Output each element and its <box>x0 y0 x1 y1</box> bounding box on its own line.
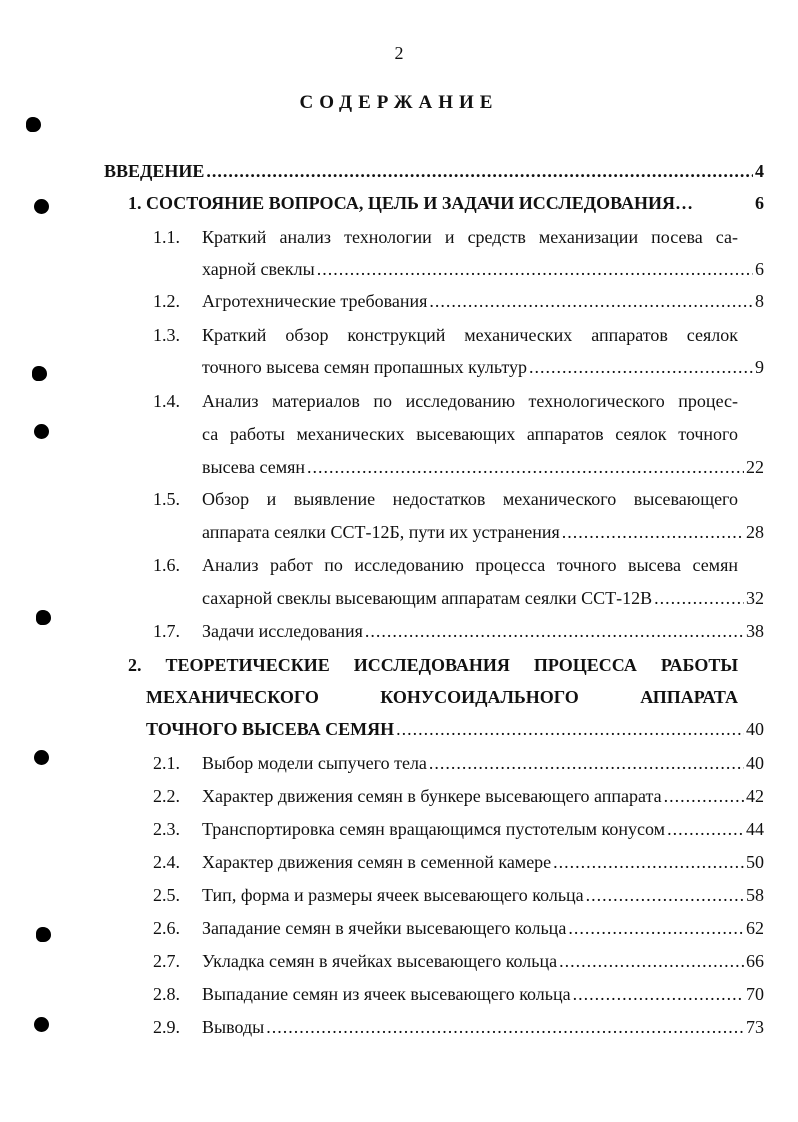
toc-entry-chapter-2-line[interactable]: МЕХАНИЧЕСКОГО КОНУСОИДАЛЬНОГО АППАРАТА <box>146 687 738 707</box>
toc-entry-line[interactable]: Краткий анализ технологии и средств механизации посева са- <box>202 227 738 247</box>
leader-dots <box>568 913 744 943</box>
toc-entry-line[interactable] <box>202 517 764 547</box>
toc-entry-title: Транспортировка семян вращающимся пустотелым конусом <box>202 819 666 839</box>
toc-entry-title: Выпадание семян из ячеек высевающего кольца <box>202 984 571 1004</box>
toc-page-number: 42 <box>746 786 764 806</box>
toc-entry-title: сахарной свеклы высевающим аппаратам сеялки ССТ-12В <box>202 588 653 608</box>
leader-dots <box>559 946 744 976</box>
toc-section-number: 2.3. <box>153 819 180 839</box>
toc-entry-chapter-2[interactable]: 2. ТЕОРЕТИЧЕСКИЕ ИССЛЕДОВАНИЯ ПРОЦЕССА РАБОТЫ <box>128 655 738 675</box>
toc-entry-chapter-2-line[interactable] <box>146 714 764 744</box>
punch-hole-mark <box>36 927 51 942</box>
leader-dots <box>586 880 744 910</box>
toc-section-number: 1.6. <box>153 555 180 575</box>
leader-dots <box>553 847 744 877</box>
toc-entry-title: Задачи исследования <box>202 621 363 641</box>
leader-dots <box>573 979 744 1009</box>
toc-page-number: 22 <box>746 457 764 477</box>
punch-hole-mark <box>32 366 47 381</box>
toc-entry-line[interactable] <box>202 254 764 284</box>
toc-page-number: 38 <box>746 621 764 641</box>
document-title: СОДЕРЖАНИЕ <box>299 92 499 113</box>
toc-entry-line[interactable] <box>202 979 764 1009</box>
toc-entry-line[interactable] <box>202 352 764 382</box>
toc-entry-line[interactable] <box>202 946 764 976</box>
toc-section-number: 2.4. <box>153 852 180 872</box>
toc-section-number: 1.7. <box>153 621 180 641</box>
toc-entry-title: 1. СОСТОЯНИЕ ВОПРОСА, ЦЕЛЬ И ЗАДАЧИ ИССЛЕДОВАНИЯ… <box>128 193 693 213</box>
toc-entry-chapter-1[interactable] <box>128 188 764 218</box>
leader-dots <box>396 714 744 744</box>
toc-entry-title: харной свеклы <box>202 259 315 279</box>
toc-entry-line[interactable]: Анализ материалов по исследованию технологического процес- <box>202 391 738 411</box>
punch-hole-mark <box>34 424 49 439</box>
toc-entry-title: Выводы <box>202 1017 265 1037</box>
leader-dots <box>429 286 753 316</box>
toc-page-number: 58 <box>746 885 764 905</box>
toc-entry-line[interactable] <box>202 781 764 811</box>
punch-hole-mark <box>26 117 41 132</box>
toc-page-number: 62 <box>746 918 764 938</box>
leader-dots <box>654 583 744 613</box>
leader-dots <box>562 517 744 547</box>
toc-entry-line[interactable] <box>202 847 764 877</box>
punch-hole-mark <box>34 1017 49 1032</box>
toc-entry-title: Тип, форма и размеры ячеек высевающего кольца <box>202 885 584 905</box>
punch-hole-mark <box>36 610 51 625</box>
toc-page-number: 32 <box>746 588 764 608</box>
leader-dots <box>429 748 744 778</box>
leader-dots <box>664 781 744 811</box>
toc-page-number: 9 <box>755 357 764 377</box>
leader-dots <box>667 814 744 844</box>
toc-page-number: 40 <box>746 719 764 739</box>
toc-section-number: 2.5. <box>153 885 180 905</box>
toc-entry-title: высева семян <box>202 457 306 477</box>
punch-hole-mark <box>34 199 49 214</box>
toc-entry-line[interactable] <box>202 616 764 646</box>
toc-page-number: 50 <box>746 852 764 872</box>
toc-section-number: 2.8. <box>153 984 180 1004</box>
toc-page-number: 4 <box>755 161 764 181</box>
toc-entry-title: Агротехнические требования <box>202 291 428 311</box>
toc-page-number: 28 <box>746 522 764 542</box>
page-number: 2 <box>394 43 404 63</box>
toc-section-number: 1.2. <box>153 291 180 311</box>
toc-section-number: 2.7. <box>153 951 180 971</box>
toc-entry-title: Характер движения семян в бункере высевающего аппарата <box>202 786 662 806</box>
toc-page-number: 73 <box>746 1017 764 1037</box>
toc-entry-line[interactable] <box>202 583 764 613</box>
toc-entry-line[interactable]: са работы механических высевающих аппаратов сеялок точного <box>202 424 738 444</box>
toc-entry-line[interactable] <box>202 286 764 316</box>
toc-entry-title: аппарата сеялки ССТ-12Б, пути их устранения <box>202 522 560 542</box>
toc-page-number: 70 <box>746 984 764 1004</box>
toc-entry-introduction[interactable] <box>104 156 764 186</box>
leader-dots <box>266 1012 744 1042</box>
toc-page-number: 8 <box>755 291 764 311</box>
toc-section-number: 2.6. <box>153 918 180 938</box>
toc-entry-title: Западание семян в ячейки высевающего кольца <box>202 918 567 938</box>
leader-dots <box>317 254 753 284</box>
toc-entry-title: ВВЕДЕНИЕ <box>104 161 205 181</box>
toc-entry-line[interactable]: Обзор и выявление недостатков механического высевающего <box>202 489 738 509</box>
leader-dots <box>365 616 744 646</box>
leader-dots <box>307 452 744 482</box>
punch-hole-mark <box>34 750 49 765</box>
toc-section-number: 1.4. <box>153 391 180 411</box>
leader-dots <box>529 352 753 382</box>
toc-entry-title: Характер движения семян в семенной камере <box>202 852 552 872</box>
toc-page-number: 66 <box>746 951 764 971</box>
toc-section-number: 1.5. <box>153 489 180 509</box>
toc-entry-line[interactable] <box>202 913 764 943</box>
toc-section-number: 2.2. <box>153 786 180 806</box>
toc-section-number: 1.1. <box>153 227 180 247</box>
toc-entry-line[interactable] <box>202 880 764 910</box>
toc-page-number: 40 <box>746 753 764 773</box>
toc-entry-line[interactable] <box>202 452 764 482</box>
toc-entry-line[interactable] <box>202 814 764 844</box>
toc-entry-title: точного высева семян пропашных культур <box>202 357 528 377</box>
toc-entry-line[interactable]: Краткий обзор конструкций механических аппаратов сеялок <box>202 325 738 345</box>
toc-entry-line[interactable] <box>202 1012 764 1042</box>
toc-section-number: 1.3. <box>153 325 180 345</box>
toc-entry-line[interactable]: Анализ работ по исследованию процесса точного высева семян <box>202 555 738 575</box>
toc-section-number: 2.9. <box>153 1017 180 1037</box>
toc-entry-line[interactable] <box>202 748 764 778</box>
toc-page-number: 6 <box>755 259 764 279</box>
leader-dots <box>206 156 753 186</box>
toc-page-number: 6 <box>755 193 764 213</box>
toc-section-number: 2.1. <box>153 753 180 773</box>
toc-entry-title: Выбор модели сыпучего тела <box>202 753 427 773</box>
toc-page-number: 44 <box>746 819 764 839</box>
toc-entry-title: Укладка семян в ячейках высевающего кольца <box>202 951 558 971</box>
toc-entry-title: ТОЧНОГО ВЫСЕВА СЕМЯН <box>146 719 395 739</box>
